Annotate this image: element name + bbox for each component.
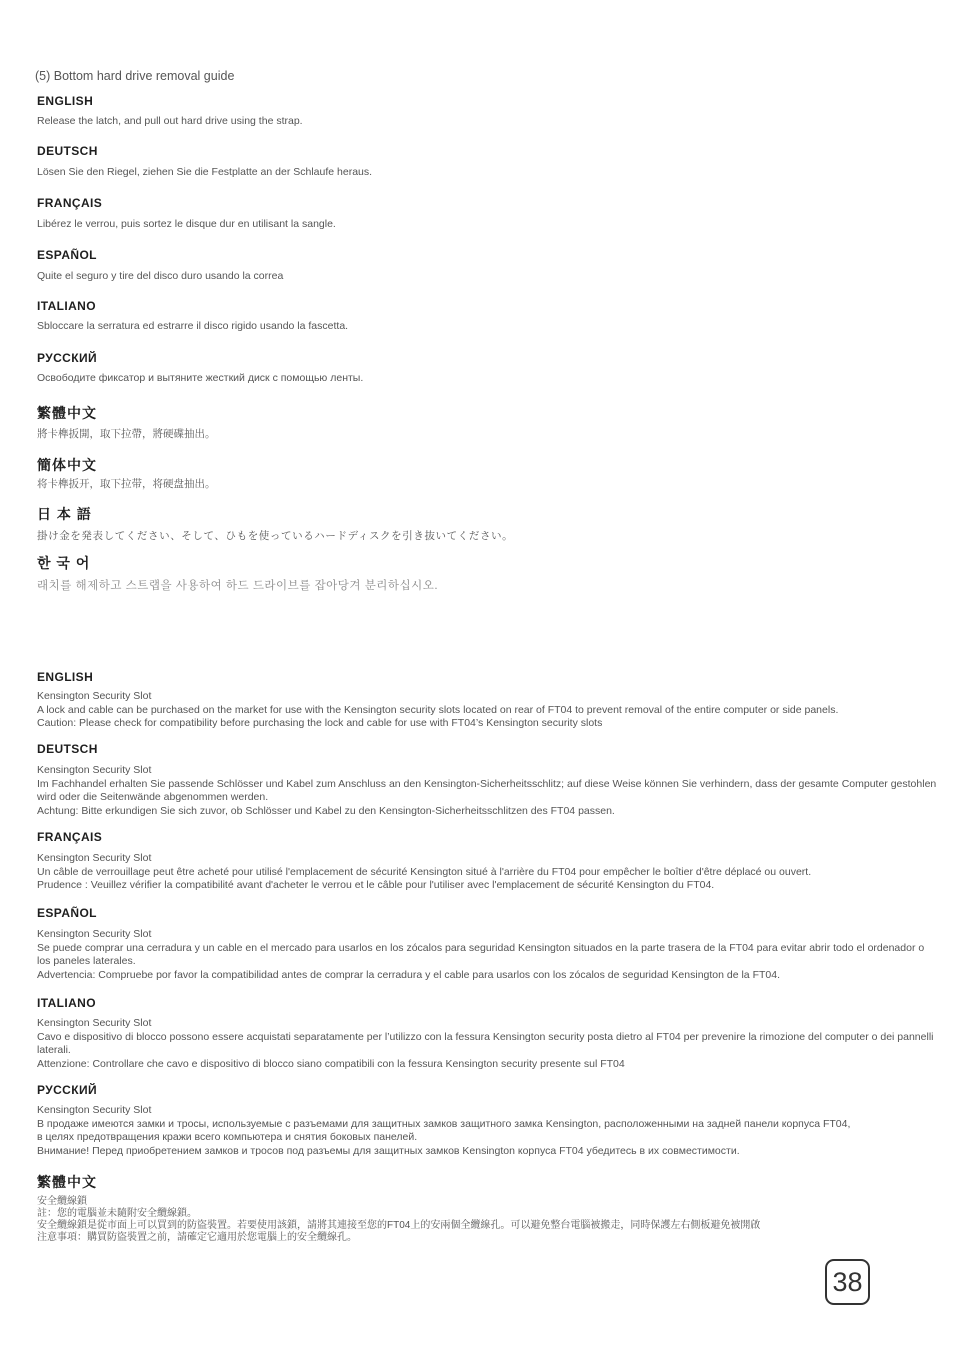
kensington-line: 注意事項：購買防盜裝置之前，請確定它適用於您電腦上的安全纜線孔。	[37, 1232, 357, 1243]
lang-heading-francais: FRANÇAIS	[37, 196, 103, 210]
kensington-line: Kensington Security Slot	[37, 764, 152, 776]
kensington-line: Im Fachhandel erhalten Sie passende Schlösser und Kabel zum Anschluss an den Kensington-Sicherheitsschlitz; auf diese Weise können Sie verhindern, dass der gesamte Computer gestohlen wird oder die Seitenwände abgenommen werden.	[37, 777, 937, 804]
removal-text-japanese: 掛け金を発表してください、そして、ひもを使っているハードディスクを引き抜いてください。	[37, 530, 514, 542]
lang-heading-italiano: ITALIANO	[37, 299, 96, 313]
page-number: 38	[825, 1259, 870, 1305]
kensington-line: В продаже имеются замки и тросы, используемые с разъемами для защитных замков защитного замка Kensington, расположенными на задней панели корпуса FT04,	[37, 1117, 851, 1130]
removal-text-simplified-chinese: 将卡榫扳开，取下拉带，将硬盘抽出。	[37, 478, 216, 490]
lang-heading-traditional-chinese: 繁體中文	[37, 405, 97, 421]
kensington-heading-traditional-chinese: 繁體中文	[37, 1174, 97, 1190]
kensington-heading-espanol: ESPAÑOL	[37, 906, 97, 920]
kensington-line: 安全纜線鎖	[37, 1196, 87, 1207]
kensington-block-russian	[37, 1104, 937, 1158]
removal-text-traditional-chinese: 將卡榫扳開，取下拉帶，將硬碟抽出。	[37, 428, 216, 440]
lang-heading-simplified-chinese: 簡体中文	[37, 457, 97, 473]
removal-text-italiano: Sbloccare la serratura ed estrarre il disco rigido usando la fascetta.	[37, 320, 349, 332]
kensington-line: Kensington Security Slot	[37, 928, 152, 940]
kensington-heading-deutsch: DEUTSCH	[37, 742, 98, 756]
section-title: (5) Bottom hard drive removal guide	[35, 69, 235, 83]
kensington-line: Caution: Please check for compatibility before purchasing the lock and cable for use with FT04’s Kensington security slots	[37, 717, 603, 730]
kensington-block-espanol	[37, 928, 937, 982]
kensington-heading-russian: РУССКИЙ	[37, 1083, 98, 1097]
kensington-line: в целях предотвращения кражи всего компьютера и снятия боковых панелей.	[37, 1131, 418, 1144]
kensington-line: Kensington Security Slot	[37, 852, 152, 864]
kensington-block-francais	[37, 852, 937, 893]
lang-heading-japanese: 日 本 語	[37, 506, 92, 522]
removal-text-russian: Освободите фиксатор и вытяните жесткий диск с помощью ленты.	[37, 372, 364, 384]
lang-heading-espanol: ESPAÑOL	[37, 248, 97, 262]
kensington-line: Prudence : Veuillez vérifier la compatibilité avant d'acheter le verrou et le câble pour l'utiliser avec l'emplacement de sécurité Kensington du FT04.	[37, 879, 715, 892]
kensington-line: Un câble de verrouillage peut être acheté pour utilisé l'emplacement de sécurité Kensington situé à l'arrière du FT04 pour empêcher le boîtier d'être déplacé ou ouvert.	[37, 865, 812, 878]
removal-text-korean: 래치를 해제하고 스트랩을 사용하여 하드 드라이브를 잡아당겨 분리하십시오.	[37, 580, 439, 592]
kensington-line: Achtung: Bitte erkundigen Sie sich zuvor, ob Schlösser und Kabel zu den Kensington-Sicherheitsschlitzen des FT04 passen.	[37, 804, 615, 817]
removal-text-espanol: Quite el seguro y tire del disco duro usando la correa	[37, 270, 284, 282]
kensington-block-traditional-chinese	[37, 1196, 937, 1244]
kensington-heading-francais: FRANÇAIS	[37, 830, 103, 844]
lang-heading-korean: 한 국 어	[37, 555, 91, 571]
kensington-line: Kensington Security Slot	[37, 690, 152, 702]
kensington-line: Kensington Security Slot	[37, 1104, 152, 1116]
removal-text-deutsch: Lösen Sie den Riegel, ziehen Sie die Festplatte an der Schlaufe heraus.	[37, 166, 373, 178]
kensington-block-english	[37, 690, 937, 731]
lang-heading-russian: РУССКИЙ	[37, 351, 98, 365]
kensington-line: Se puede comprar una cerradura y un cable en el mercado para usarlos en los zócalos para seguridad Kensington situados en la parte trasera de la FT04 para evitar abrir todo el ordenador o los paneles laterales.	[37, 941, 925, 968]
kensington-line: A lock and cable can be purchased on the market for use with the Kensington security slots located on rear of FT04 to prevent removal of the entire computer or side panels.	[37, 703, 839, 716]
lang-heading-english: ENGLISH	[37, 94, 94, 108]
kensington-heading-italiano: ITALIANO	[37, 996, 96, 1010]
kensington-line: Cavo e dispositivo di blocco possono essere acquistati separatamente per l’utilizzo con la fessura Kensington security posta dietro al FT04 per prevenire la rimozione del computer o dei pannelli laterali.	[37, 1030, 934, 1057]
kensington-line: Внимание! Перед приобретением замков и тросов под разъемы для защитных замков Kensington корпуса FT04 убедитесь в их совместимости.	[37, 1144, 740, 1157]
removal-text-english: Release the latch, and pull out hard drive using the strap.	[37, 115, 303, 127]
removal-text-francais: Libérez le verrou, puis sortez le disque dur en utilisant la sangle.	[37, 218, 336, 230]
kensington-line: Advertencia: Compruebe por favor la compatibilidad antes de comprar la cerradura y el cable para usarlos con los zócalos de seguridad Kensington de la FT04.	[37, 968, 780, 981]
kensington-line: 安全纜線鎖是從市面上可以買到的防盜裝置。若要使用該鎖，請將其連接至您的FT04上的安兩個全纜線孔。可以避免整台電腦被搬走，同時保護左右側板避免被開啟	[37, 1220, 761, 1231]
lang-heading-deutsch: DEUTSCH	[37, 144, 98, 158]
kensington-line: 註：您的電腦並未隨附安全纜線鎖。	[37, 1208, 197, 1219]
kensington-line: Kensington Security Slot	[37, 1017, 152, 1029]
kensington-block-deutsch	[37, 764, 937, 818]
kensington-block-italiano	[37, 1017, 937, 1071]
kensington-line: Attenzione: Controllare che cavo e dispositivo di blocco siano compatibili con la fessura Kensington security presente sul FT04	[37, 1057, 625, 1070]
kensington-heading-english: ENGLISH	[37, 670, 94, 684]
